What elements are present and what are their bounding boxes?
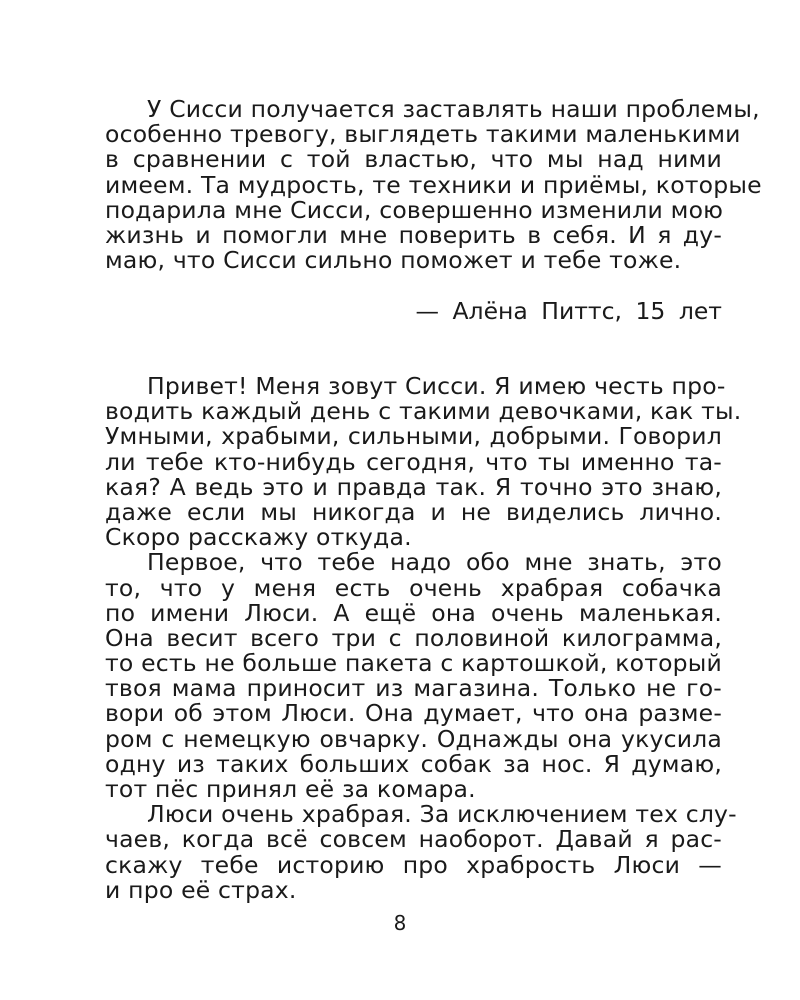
body-line: водить каждый день с такими девочками, как ты. <box>105 397 742 426</box>
body-line: Умными, храбыми, сильными, добрыми. Говорил <box>105 422 722 451</box>
quote-attribution: — Алёна Питтс, 15 лет <box>415 297 722 325</box>
body-line: скажу тебе историю про храбрость Люси — <box>105 850 722 879</box>
body-line: вори об этом Люси. Она думает, что она разме- <box>105 699 722 728</box>
body-line: чаев, когда всё совсем наоборот. Давай я рас- <box>105 825 722 854</box>
body-line: ром с немецкую овчарку. Однажды она укусила <box>105 724 722 753</box>
quote-line: особенно тревогу, выглядеть такими маленькими <box>105 120 741 149</box>
quote-line: жизнь и помогли мне поверить в себя. И я ду- <box>105 220 722 249</box>
page-number: 8 <box>393 911 407 935</box>
body-line: Она весит всего три с половиной килограмма, <box>105 623 722 652</box>
quote-line: подарила мне Сисси, совершенно изменили мою <box>105 195 724 224</box>
body-line: Скоро расскажу откуда. <box>105 523 412 552</box>
body-line: ли тебе кто-нибудь сегодня, что ты именно та- <box>105 447 722 476</box>
body-line: одну из таких больших собак за нос. Я думаю, <box>105 749 722 778</box>
body-line: тот пёс принял её за комара. <box>105 775 476 803</box>
quote-line: маю, что Сисси сильно поможет и тебе тоже. <box>105 246 682 275</box>
body-line: твоя мама приносит из магазина. Только не го- <box>105 674 722 703</box>
body-line: по имени Люси. А ещё она очень маленькая. <box>105 598 722 627</box>
quote-line: в сравнении с той властью, что мы над ними <box>105 145 722 174</box>
quote-line: имеем. Та мудрость, те техники и приёмы, которые <box>105 170 762 199</box>
quote-line: У Сисси получается заставлять наши проблемы, <box>147 95 760 123</box>
body-line: Первое, что тебе надо обо мне знать, это <box>147 548 722 577</box>
body-line: Люси очень храбрая. За исключением тех слу- <box>147 800 737 829</box>
body-line: и про её страх. <box>105 875 297 904</box>
epigraph-quote <box>105 95 762 275</box>
body-line: кая? А ведь это и правда так. Я точно это знаю, <box>105 472 722 501</box>
body-line: Привет! Меня зовут Сисси. Я имею честь про- <box>147 372 726 400</box>
body-line: то есть не больше пакета с картошкой, который <box>105 649 723 678</box>
body-text <box>105 372 742 904</box>
body-line: то, что у меня есть очень храбрая собачка <box>105 573 722 602</box>
body-line: даже если мы никогда и не виделись лично. <box>105 497 722 526</box>
